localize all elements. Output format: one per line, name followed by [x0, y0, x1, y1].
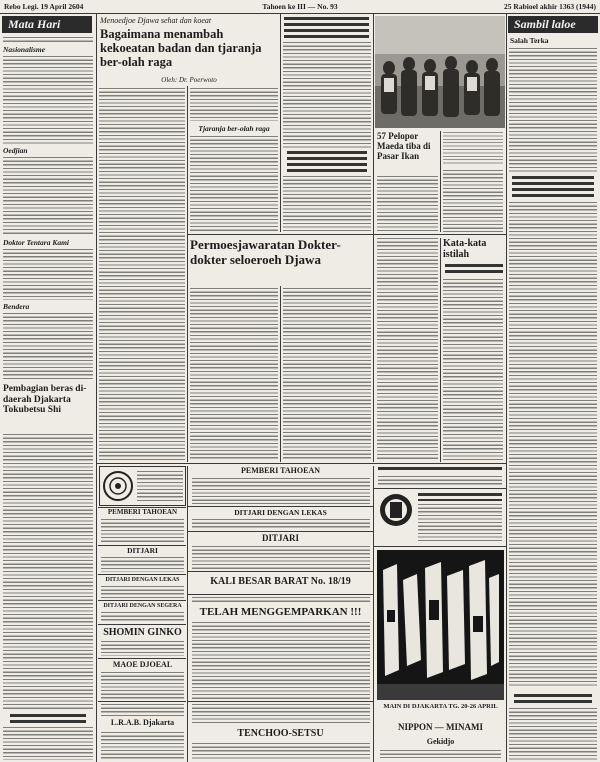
ad-text [101, 612, 184, 622]
sambil-laloe-banner: Sambil laloe [508, 16, 598, 33]
column-rule [373, 14, 374, 462]
health-headline: Bagaimana menambah kekoeatan badan dan tjaranja ber-olah raga [100, 27, 262, 69]
ad-rule [374, 488, 506, 489]
health-kicker: Menoedjoe Djawa sehat dan koeat [100, 16, 212, 25]
ad-text [192, 597, 370, 604]
column-rule [187, 466, 188, 762]
issue-date: Rebo Legi. 19 April 2604 [4, 2, 84, 11]
ads-rule [97, 463, 506, 464]
ad-text [192, 704, 370, 725]
ad-rule [374, 546, 506, 547]
body-text [3, 157, 93, 236]
ad-heading: DITJARI [127, 546, 158, 555]
ad-text [192, 478, 370, 504]
poster-dates: MAIN DI DJAKARTA TG. 20-26 APRIL [383, 703, 498, 710]
mata-hari-banner: Mata Hari [2, 16, 92, 33]
poster-theatre: NIPPON — MINAMI [398, 722, 483, 732]
ad-rule [188, 531, 373, 532]
body-text [377, 238, 438, 460]
ad-text [192, 622, 370, 699]
ad-heading: KALI BESAR BARAT No. 18/19 [210, 576, 351, 587]
ad-heading: TENCHOO-SETSU [237, 728, 324, 739]
ad-text [101, 557, 184, 572]
ad-text [192, 519, 370, 529]
body-text [3, 727, 93, 760]
headline-text [512, 176, 594, 198]
section-heading: Nasionalisme [3, 45, 46, 54]
article-rule [374, 234, 506, 235]
ad-heading: DITJARI DENGAN SEGERA [103, 603, 182, 609]
body-text [283, 288, 371, 460]
ad-text [378, 476, 502, 486]
body-text [3, 434, 93, 710]
article-rule [188, 234, 373, 235]
body-text [190, 136, 278, 232]
ad-rule [188, 594, 373, 595]
ad-heading-text [418, 493, 502, 501]
ad-heading: MAOE DJOEAL [112, 660, 173, 669]
poster-image [377, 550, 504, 700]
body-text [509, 48, 597, 172]
rice-headline: Pembagian beras di-daerah Djakarta Tokubetsu Shi [3, 384, 87, 416]
column-rule [373, 466, 374, 762]
body-text [283, 42, 371, 148]
body-text [443, 170, 503, 232]
body-text [509, 202, 597, 688]
ad-rule [98, 574, 186, 575]
column-rule [187, 86, 188, 462]
ad-text [380, 750, 501, 758]
headline-text [284, 17, 369, 38]
subheading-text [514, 694, 592, 703]
column-rule [96, 14, 97, 762]
body-text [3, 37, 93, 44]
body-text [3, 313, 93, 381]
body-text [443, 279, 503, 460]
column-rule [280, 14, 281, 232]
ad-heading: DITJARI [261, 533, 299, 543]
body-text [283, 176, 371, 232]
photo-headline: 57 Pelopor Maeda tiba di Pasar Ikan [377, 131, 431, 162]
subheading-text [10, 714, 86, 723]
column-rule [440, 131, 441, 232]
ad-text [101, 519, 184, 543]
poster-venue: Gekidjo [426, 737, 455, 746]
hijri-date: 25 Rabioel akhir 1363 (1944) [504, 2, 596, 11]
body-text [3, 249, 93, 300]
ad-rule [98, 624, 186, 625]
health-byline: Oleh: Dr. Poerwoto [161, 76, 217, 84]
ad-rule [188, 506, 373, 507]
subheading-text [445, 264, 503, 276]
body-text [99, 88, 185, 460]
ad-text [101, 672, 184, 699]
ad-heading: TELAH MENGGEMPARKAN !!! [199, 606, 362, 618]
ad-heading: L.R.A.B. Djakarta [110, 718, 175, 727]
salah-terka-heading: Salah Terka [510, 36, 549, 45]
ad-heading: SHOMIN GINKO [103, 627, 182, 638]
body-text [3, 56, 93, 144]
ad-heading-text [378, 467, 502, 473]
ad-heading: DITJARI DENGAN LEKAS [105, 577, 180, 583]
body-text [509, 708, 597, 760]
terms-headline: Kata-kata istilah [443, 238, 487, 261]
issue-number: Tahoen ke III — No. 93 [262, 2, 338, 11]
headline-text [287, 151, 367, 172]
ad-text [101, 704, 184, 717]
ad-rule [98, 600, 186, 601]
news-photo [375, 16, 505, 128]
ad-text [192, 546, 370, 569]
emblem-icon [102, 470, 134, 502]
brand-logo-icon [378, 492, 414, 528]
section-heading: Oedjian [3, 146, 28, 155]
ad-rule [98, 658, 186, 659]
ad-heading: PEMBERI TAHOEAN [107, 508, 178, 516]
ad-rule [188, 701, 373, 702]
ad-text [101, 732, 184, 759]
column-rule [280, 286, 281, 462]
body-text [377, 176, 438, 232]
doctors-headline: Permoesjawaratan Dokter-dokter seloeroeh Djawa [190, 237, 341, 267]
section-heading: Bendera [3, 302, 30, 311]
ad-text [101, 641, 184, 656]
column-rule [506, 14, 507, 762]
ad-rule [188, 571, 373, 572]
ad-heading: PEMBERI TAHOEAN [240, 466, 321, 475]
health-subhead: Tjaranja ber-olah raga [198, 124, 270, 133]
masthead-rule [0, 13, 600, 14]
column-rule [440, 238, 441, 462]
ad-heading: DITJARI DENGAN LEKAS [234, 508, 327, 517]
ad-rule [98, 701, 186, 702]
body-text [190, 288, 278, 460]
section-heading: Doktor Tentara Kami [3, 238, 69, 247]
body-text [190, 88, 278, 121]
ad-text [137, 471, 183, 502]
ad-text [418, 504, 502, 543]
ad-text [101, 586, 184, 598]
ad-text [192, 743, 370, 759]
photo-caption [443, 132, 503, 166]
